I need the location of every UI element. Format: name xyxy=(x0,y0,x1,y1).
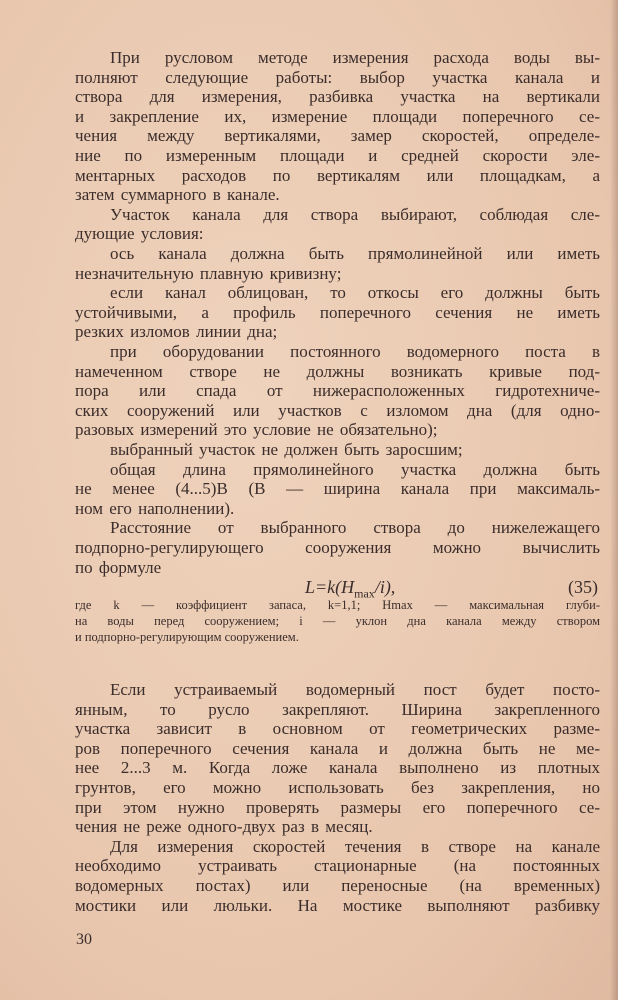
page-number: 30 xyxy=(76,931,92,948)
text-line: участка зависит в основном от геометрических разме- xyxy=(75,719,600,739)
formula-number: (35) xyxy=(568,577,598,597)
text-line: незначительную плавную кривизну; xyxy=(75,263,342,283)
text-line: ров поперечного сечения канала и должна быть не ме- xyxy=(75,738,600,758)
text-line: Для измерения скоростей течения в створе на канале xyxy=(110,836,600,856)
text-line: резких изломов линии дна; xyxy=(75,322,278,342)
text-line: намеченном створе не должны возникать кривые под- xyxy=(75,361,600,381)
text-line: если канал облицован, то откосы его должны быть xyxy=(110,283,600,303)
page-edge-shadow xyxy=(610,0,618,1000)
text-line: по формуле xyxy=(75,557,162,577)
text-line: При русловом методе измерения расхода воды вы- xyxy=(110,48,600,67)
text-line: ских сооружений или участков с изломом дна (для одно- xyxy=(75,400,600,420)
formula-tail: /i), xyxy=(374,577,396,597)
text-line: общая длина прямолинейного участка должна быть xyxy=(110,459,600,479)
text-line: при оборудовании постоянного водомерного поста в xyxy=(110,342,600,361)
text-line: нее 2...3 м. Когда ложе канала выполнено из плотных xyxy=(75,758,600,778)
text-line: ментарных расходов по вертикалям или площадкам, а xyxy=(75,165,600,185)
text-line: пора или спада от нижерасположенных гидротехниче- xyxy=(75,381,600,401)
text-line: Расстояние от выбранного створа до нижележащего xyxy=(110,518,600,538)
text-line: и закрепление их, измерение площади поперечного се- xyxy=(75,106,600,126)
text-line: дующие условия: xyxy=(75,224,204,244)
formula-expression xyxy=(305,577,396,601)
text-line: чения между вертикалями, замер скоростей, определе- xyxy=(75,126,600,146)
formula-main: L=k(H xyxy=(305,577,355,597)
text-line: не менее (4...5)B (B — ширина канала при максималь- xyxy=(75,479,600,499)
footnote-line: где k — коэффициент запаса, k=1,1; Hmax — максимальная глуби- xyxy=(75,598,600,612)
text-line: Если устраиваемый водомерный пост будет посто- xyxy=(110,680,600,699)
text-line: ние по измеренным площади и средней скорости эле- xyxy=(75,146,600,165)
text-line: затем суммарного в канале. xyxy=(75,185,280,205)
text-line: водомерных постах) или переносные (на временных) xyxy=(75,876,600,895)
text-line: грунтов, его можно использовать без закрепления, но xyxy=(75,778,600,797)
text-line: подпорно-регулирующего сооружения можно вычислить xyxy=(75,538,600,557)
text-line: мостики или люльки. На мостике выполняют разбивку xyxy=(75,895,600,915)
text-line: при этом нужно проверять размеры его поперечного се- xyxy=(75,797,600,817)
formula-subscript: max xyxy=(354,586,375,601)
text-line: чения не реже одного-двух раз в месяц. xyxy=(75,817,373,837)
text-line: ось канала должна быть прямолинейной или иметь xyxy=(110,244,600,263)
text-line: полняют следующие работы: выбор участка канала и xyxy=(75,67,600,87)
formula-35 xyxy=(0,577,618,601)
text-line: Участок канала для створа выбирают, соблюдая сле- xyxy=(110,204,600,224)
text-line: ном его наполнении). xyxy=(75,498,235,518)
footnote-line: на воды перед сооружением; i — уклон дна канала между створом xyxy=(75,614,600,628)
text-line: устойчивыми, а профиль поперечного сечения не иметь xyxy=(75,302,600,322)
text-line: створа для измерения, разбивка участка на вертикали xyxy=(75,87,600,107)
footnote-line: и подпорно-регулирующим сооружением. xyxy=(75,630,299,644)
text-line: необходимо устраивать стационарные (на постоянных xyxy=(75,856,600,876)
text-line: янным, то русло закрепляют. Ширина закрепленного xyxy=(75,699,600,719)
text-line: разовых измерений это условие не обязательно); xyxy=(75,420,438,440)
text-line: выбранный участок не должен быть заросшим; xyxy=(110,440,463,459)
